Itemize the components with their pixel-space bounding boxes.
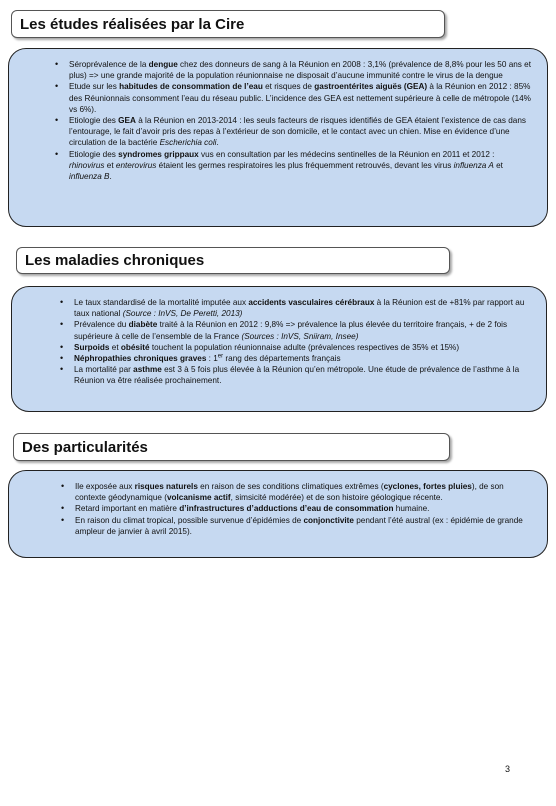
text-segment: Retard important en matière	[75, 504, 180, 514]
text-segment: La mortalité par	[74, 365, 134, 375]
text-segment: dengue	[148, 60, 178, 69]
text-segment: volcanisme actif	[166, 493, 231, 503]
section-heading-etudes	[11, 10, 445, 38]
text-segment: obésité	[120, 342, 150, 352]
text-segment: étaient les germes respiratoires les plus fréquemment retrouvés, devant les virus	[156, 160, 454, 170]
list-item	[69, 81, 531, 115]
text-segment: et	[493, 160, 503, 170]
section-heading-maladies	[16, 247, 450, 274]
text-segment: Ile exposée aux	[75, 482, 135, 491]
list-item	[75, 503, 533, 514]
text-segment: vus en consultation par les médecins sentinelles de la Réunion en 2011 et 2012 :	[198, 149, 495, 159]
list-item	[74, 319, 532, 341]
text-segment: à la Réunion en 2013-2014 : les seuls facteurs de risques identifiés de GEA étaient l’existence de cas dans l’entourage, le fait d’avoir pris des repas à l’extérieur de son domicile, et le contact avec un chien. Mise en évidence d’une circulation de la bactérie	[69, 116, 526, 148]
text-segment: influenza A	[453, 160, 494, 170]
text-segment: et	[109, 342, 121, 352]
section-heading-particularites	[13, 433, 450, 461]
section-box-maladies	[11, 286, 547, 412]
text-segment: .	[216, 138, 219, 148]
text-segment: GEA	[118, 116, 136, 126]
text-segment: gastroentérites aiguës (GEA)	[314, 82, 428, 92]
text-segment: d’infrastructures d’adductions d’eau de consommation	[179, 504, 394, 514]
text-segment: habitudes de consommation de l’eau	[119, 82, 263, 92]
list-item	[74, 342, 532, 353]
list-item	[69, 149, 531, 183]
text-segment: influenza B	[69, 172, 110, 182]
text-segment: Séroprévalence de la	[69, 60, 149, 69]
page-number: 3	[505, 764, 511, 774]
text-segment: Etiologie des	[69, 149, 119, 159]
list-item	[69, 115, 531, 149]
text-segment: , simsicité modérée) et de son histoire géologique récente.	[230, 493, 443, 503]
text-segment: Prévalence du	[74, 320, 129, 330]
text-segment: diabète	[128, 320, 158, 330]
text-segment: touchent la population réunionnaise adulte (prévalences respectives de 35% et 15%)	[149, 342, 460, 352]
text-segment: risques naturels	[134, 482, 198, 491]
text-segment: traité à la Réunion en 2012 : 9,8% => prévalence la plus élevée du territoire français, + de 2 fois supérieure à celle de l’ensemble de la France	[74, 320, 508, 341]
text-segment: pendant l’été austral (ex : épidémie de grande ampleur de janvier à avril 2015).	[75, 515, 523, 536]
text-segment: syndromes grippaux	[118, 149, 199, 159]
text-segment: Escherichia coli	[159, 138, 217, 148]
text-segment: enterovirus	[115, 160, 157, 170]
list-item	[74, 297, 532, 319]
text-segment: humaine.	[393, 504, 430, 514]
text-segment: accidents vasculaires cérébraux	[248, 298, 375, 307]
list-item	[74, 353, 532, 364]
text-segment: en raison de ses conditions climatiques extrêmes (	[197, 482, 384, 491]
text-segment: Néphropathies chroniques graves	[74, 354, 207, 364]
text-segment: Etiologie des	[69, 116, 119, 126]
text-segment: à la Réunion est de +81% par rapport au taux national	[74, 298, 525, 319]
text-segment: Le taux standardisé de la mortalité imputée aux	[74, 298, 249, 307]
text-segment: conjonctivite	[303, 515, 354, 525]
text-segment: à la Réunion en 2012 : 85% des Réunionnais consomment l’eau du réseau public. L’incidence des GEA est nettement supérieure à celle de métropole (14% vs 6%).	[69, 82, 531, 114]
text-segment: et risques de	[262, 82, 315, 92]
text-segment: est 3 à 5 fois plus élevée à la Réunion qu’en métropole. Une étude de prévalence de l’asthme à la Réunion va être réalisée prochainement.	[74, 365, 520, 386]
text-segment: .	[109, 172, 112, 182]
section-title: Des particularités	[22, 438, 148, 456]
text-segment: rhinovirus	[69, 160, 105, 170]
text-segment: Etude sur les	[69, 82, 120, 92]
section-title: Les maladies chroniques	[25, 252, 205, 269]
list-item	[74, 364, 532, 386]
list-item	[75, 481, 533, 503]
list-item	[75, 515, 533, 537]
text-segment: Surpoids	[74, 342, 110, 352]
text-segment: cyclones, fortes pluies	[383, 482, 472, 491]
text-segment: rang des départements français	[223, 354, 341, 364]
text-segment: chez des donneurs de sang à la Réunion en 2008 : 3,1% (prévalence de 8,8% pour les 50 ans et plus) => une grande majorité de la population réunionnaise ne disposait d’aucune immunité contre le virus de la dengue	[69, 60, 531, 81]
section-box-particularites	[8, 470, 548, 558]
text-segment: : 1	[206, 354, 218, 364]
bullet-list	[75, 481, 533, 537]
text-segment: (Sources : InVS, Sniiram, Insee)	[241, 331, 359, 341]
section-title: Les études réalisées par la Cire	[20, 15, 245, 33]
text-segment: asthme	[133, 365, 162, 375]
section-box-etudes	[8, 48, 548, 227]
text-segment: (Source : InVS, De Peretti, 2013)	[122, 309, 243, 319]
list-item	[69, 59, 531, 81]
text-segment: er	[217, 353, 224, 360]
text-segment: En raison du climat tropical, possible survenue d’épidémies de	[75, 515, 304, 525]
bullet-list	[74, 297, 532, 387]
text-segment: ), de son contexte géodynamique (	[75, 482, 504, 503]
text-segment: et	[104, 160, 116, 170]
bullet-list	[69, 59, 531, 182]
